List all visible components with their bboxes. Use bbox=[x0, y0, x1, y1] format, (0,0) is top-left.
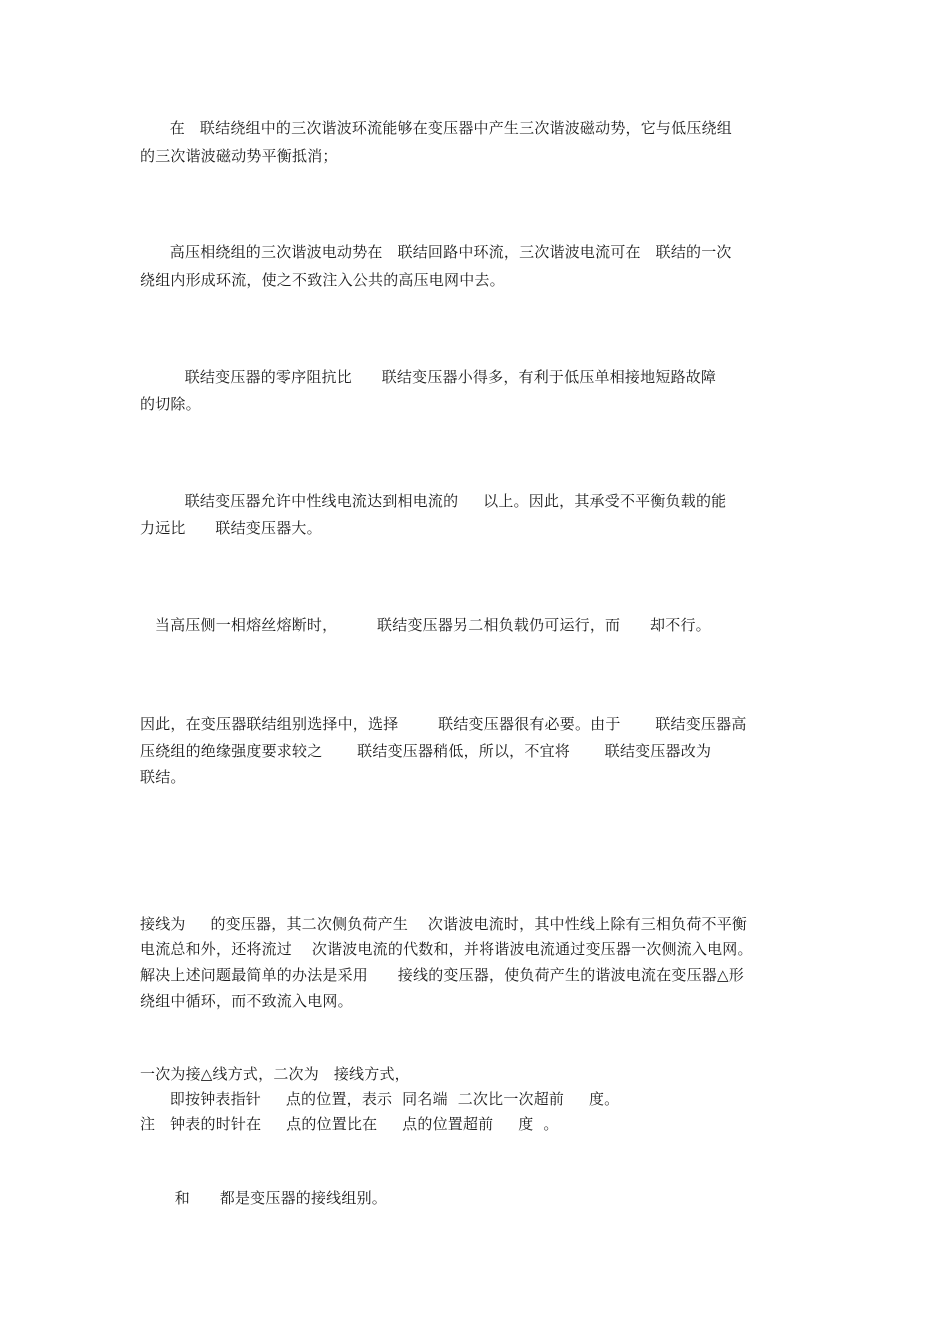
paragraph-2-line-2: 绕组内形成环流，使之不致注入公共的高压电网中去。 bbox=[140, 271, 505, 289]
paragraph-3-line-1: 联结变压器的零序阻抗比 联结变压器小得多，有利于低压单相接地短路故障 bbox=[140, 368, 717, 386]
paragraph-8-line-1: 一次为接△线方式，二次为 接线方式， bbox=[140, 1065, 410, 1083]
paragraph-7-line-3: 解决上述问题最简单的办法是采用 接线的变压器，使负荷产生的谐波电流在变压器△形 bbox=[140, 966, 744, 984]
paragraph-1-line-2: 的三次谐波磁动势平衡抵消； bbox=[140, 147, 338, 165]
paragraph-7-line-2: 电流总和外，还将流过 次谐波电流的代数和，并将谐波电流通过变压器一次侧流入电网。 bbox=[140, 940, 753, 958]
paragraph-2-line-1: 高压相绕组的三次谐波电动势在 联结回路中环流，三次谐波电流可在 联结的一次 bbox=[140, 243, 732, 261]
paragraph-5-line-1: 当高压侧一相熔丝熔断时， 联结变压器另二相负载仍可运行，而 却不行。 bbox=[140, 616, 711, 634]
paragraph-9-line-1: 和 都是变压器的接线组别。 bbox=[140, 1189, 387, 1207]
paragraph-6-line-2: 压绕组的绝缘强度要求较之 联结变压器稍低，所以，不宜将 联结变压器改为 bbox=[140, 742, 712, 760]
paragraph-3-line-2: 的切除。 bbox=[140, 395, 201, 413]
paragraph-8-line-2: 即按钟表指针 点的位置，表示 同名端 二次比一次超前 度。 bbox=[140, 1090, 620, 1108]
paragraph-6-line-3: 联结。 bbox=[140, 768, 186, 786]
paragraph-4-line-2: 力远比 联结变压器大。 bbox=[140, 519, 322, 537]
paragraph-1-line-1: 在 联结绕组中的三次谐波环流能够在变压器中产生三次谐波磁动势，它与低压绕组 bbox=[140, 119, 732, 137]
paragraph-7-line-4: 绕组中循环，而不致流入电网。 bbox=[140, 992, 353, 1010]
paragraph-8-line-3: 注 钟表的时针在 点的位置比在 点的位置超前 度 。 bbox=[140, 1115, 559, 1133]
paragraph-6-line-1: 因此，在变压器联结组别选择中，选择 联结变压器很有必要。由于 联结变压器高 bbox=[140, 715, 747, 733]
paragraph-7-line-1: 接线为 的变压器，其二次侧负荷产生 次谐波电流时，其中性线上除有三相负荷不平衡 bbox=[140, 915, 748, 933]
paragraph-4-line-1: 联结变压器允许中性线电流达到相电流的 以上。因此，其承受不平衡负载的能 bbox=[140, 492, 727, 510]
